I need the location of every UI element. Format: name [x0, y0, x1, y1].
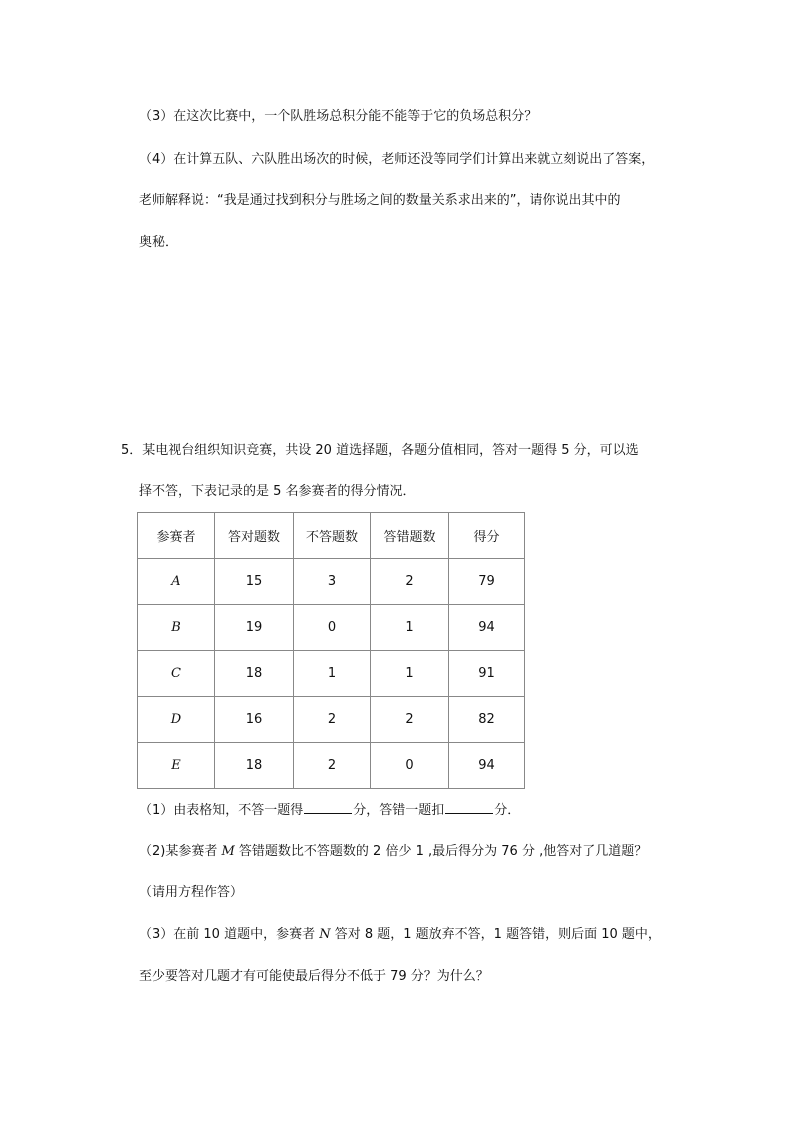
column-header: 不答题数: [294, 513, 371, 559]
table-cell: 16: [215, 697, 294, 743]
table-cell: 0: [371, 743, 449, 789]
table-row: [138, 651, 525, 697]
column-header: 得分: [449, 513, 525, 559]
q4-part4-line1: （4）在计算五队、六队胜出场次的时候，老师还没等同学们计算出来就立刻说出了答案，: [139, 152, 655, 167]
contestant-name: D: [138, 697, 215, 743]
table-cell: 2: [371, 697, 449, 743]
table-cell: 15: [215, 559, 294, 605]
column-header: 答错题数: [371, 513, 449, 559]
table-cell: 1: [371, 651, 449, 697]
q5-part1: [139, 801, 520, 820]
q4-part4-line3: 奥秘．: [139, 235, 179, 250]
table-cell: 2: [294, 743, 371, 789]
table-row: [138, 697, 525, 743]
table-cell: 91: [449, 651, 525, 697]
table-row: [138, 559, 525, 605]
variable-m: M: [221, 844, 235, 859]
q5-part1-text-c: 分．: [494, 803, 521, 818]
table-cell: 2: [371, 559, 449, 605]
contestant-name: A: [138, 559, 215, 605]
contestant-name: B: [138, 605, 215, 651]
table-row: [138, 605, 525, 651]
q5-part3: [139, 926, 661, 944]
contestant-name: E: [138, 743, 215, 789]
q5-part2-text-a: （2)某参赛者: [139, 844, 222, 859]
column-header: 答对题数: [215, 513, 294, 559]
answer-blank[interactable]: [304, 801, 352, 814]
table-cell: 19: [215, 605, 294, 651]
table-cell: 1: [371, 605, 449, 651]
q5-part1-text-b: 分，答错一题扣: [353, 803, 445, 818]
column-header: 参赛者: [138, 513, 215, 559]
q5-intro-line2: 择不答，下表记录的是 5 名参赛者的得分情况．: [139, 484, 416, 499]
q5-part3-text-b: 答对 8 题，1 题放弃不答，1 题答错，则后面 10 题中，: [330, 927, 661, 942]
answer-blank[interactable]: [445, 801, 493, 814]
table-cell: 18: [215, 743, 294, 789]
table-cell: 79: [449, 559, 525, 605]
table-header-row: [138, 513, 525, 559]
table-cell: 18: [215, 651, 294, 697]
q4-part4-line2: 老师解释说：“我是通过找到积分与胜场之间的数量关系求出来的”，请你说出其中的: [139, 193, 621, 208]
score-table: [137, 512, 525, 789]
q5-part3-line2: 至少要答对几题才有可能使最后得分不低于 79 分？为什么？: [139, 969, 489, 984]
table-cell: 82: [449, 697, 525, 743]
contestant-name: C: [138, 651, 215, 697]
q5-part2: [139, 843, 647, 861]
q5-intro-line1: 5．某电视台组织知识竞赛，共设 20 道选择题，各题分值相同，答对一题得 5 分，可以选: [121, 443, 639, 458]
table-row: [138, 743, 525, 789]
q5-part1-text-a: （1）由表格知，不答一题得: [139, 803, 304, 818]
table-cell: 1: [294, 651, 371, 697]
variable-n: N: [319, 927, 331, 942]
table-cell: 94: [449, 743, 525, 789]
q5-part2-line2: （请用方程作答）: [139, 885, 244, 900]
table-cell: 2: [294, 697, 371, 743]
q5-part2-text-b: 答错题数比不答题数的 2 倍少 1 ,最后得分为 76 分 ,他答对了几道题？: [234, 844, 648, 859]
table-cell: 94: [449, 605, 525, 651]
table-cell: 0: [294, 605, 371, 651]
q4-part3-text: （3）在这次比赛中，一个队胜场总积分能不能等于它的负场总积分？: [139, 109, 538, 124]
q5-part3-text-a: （3）在前 10 道题中，参赛者: [139, 927, 320, 942]
table-cell: 3: [294, 559, 371, 605]
